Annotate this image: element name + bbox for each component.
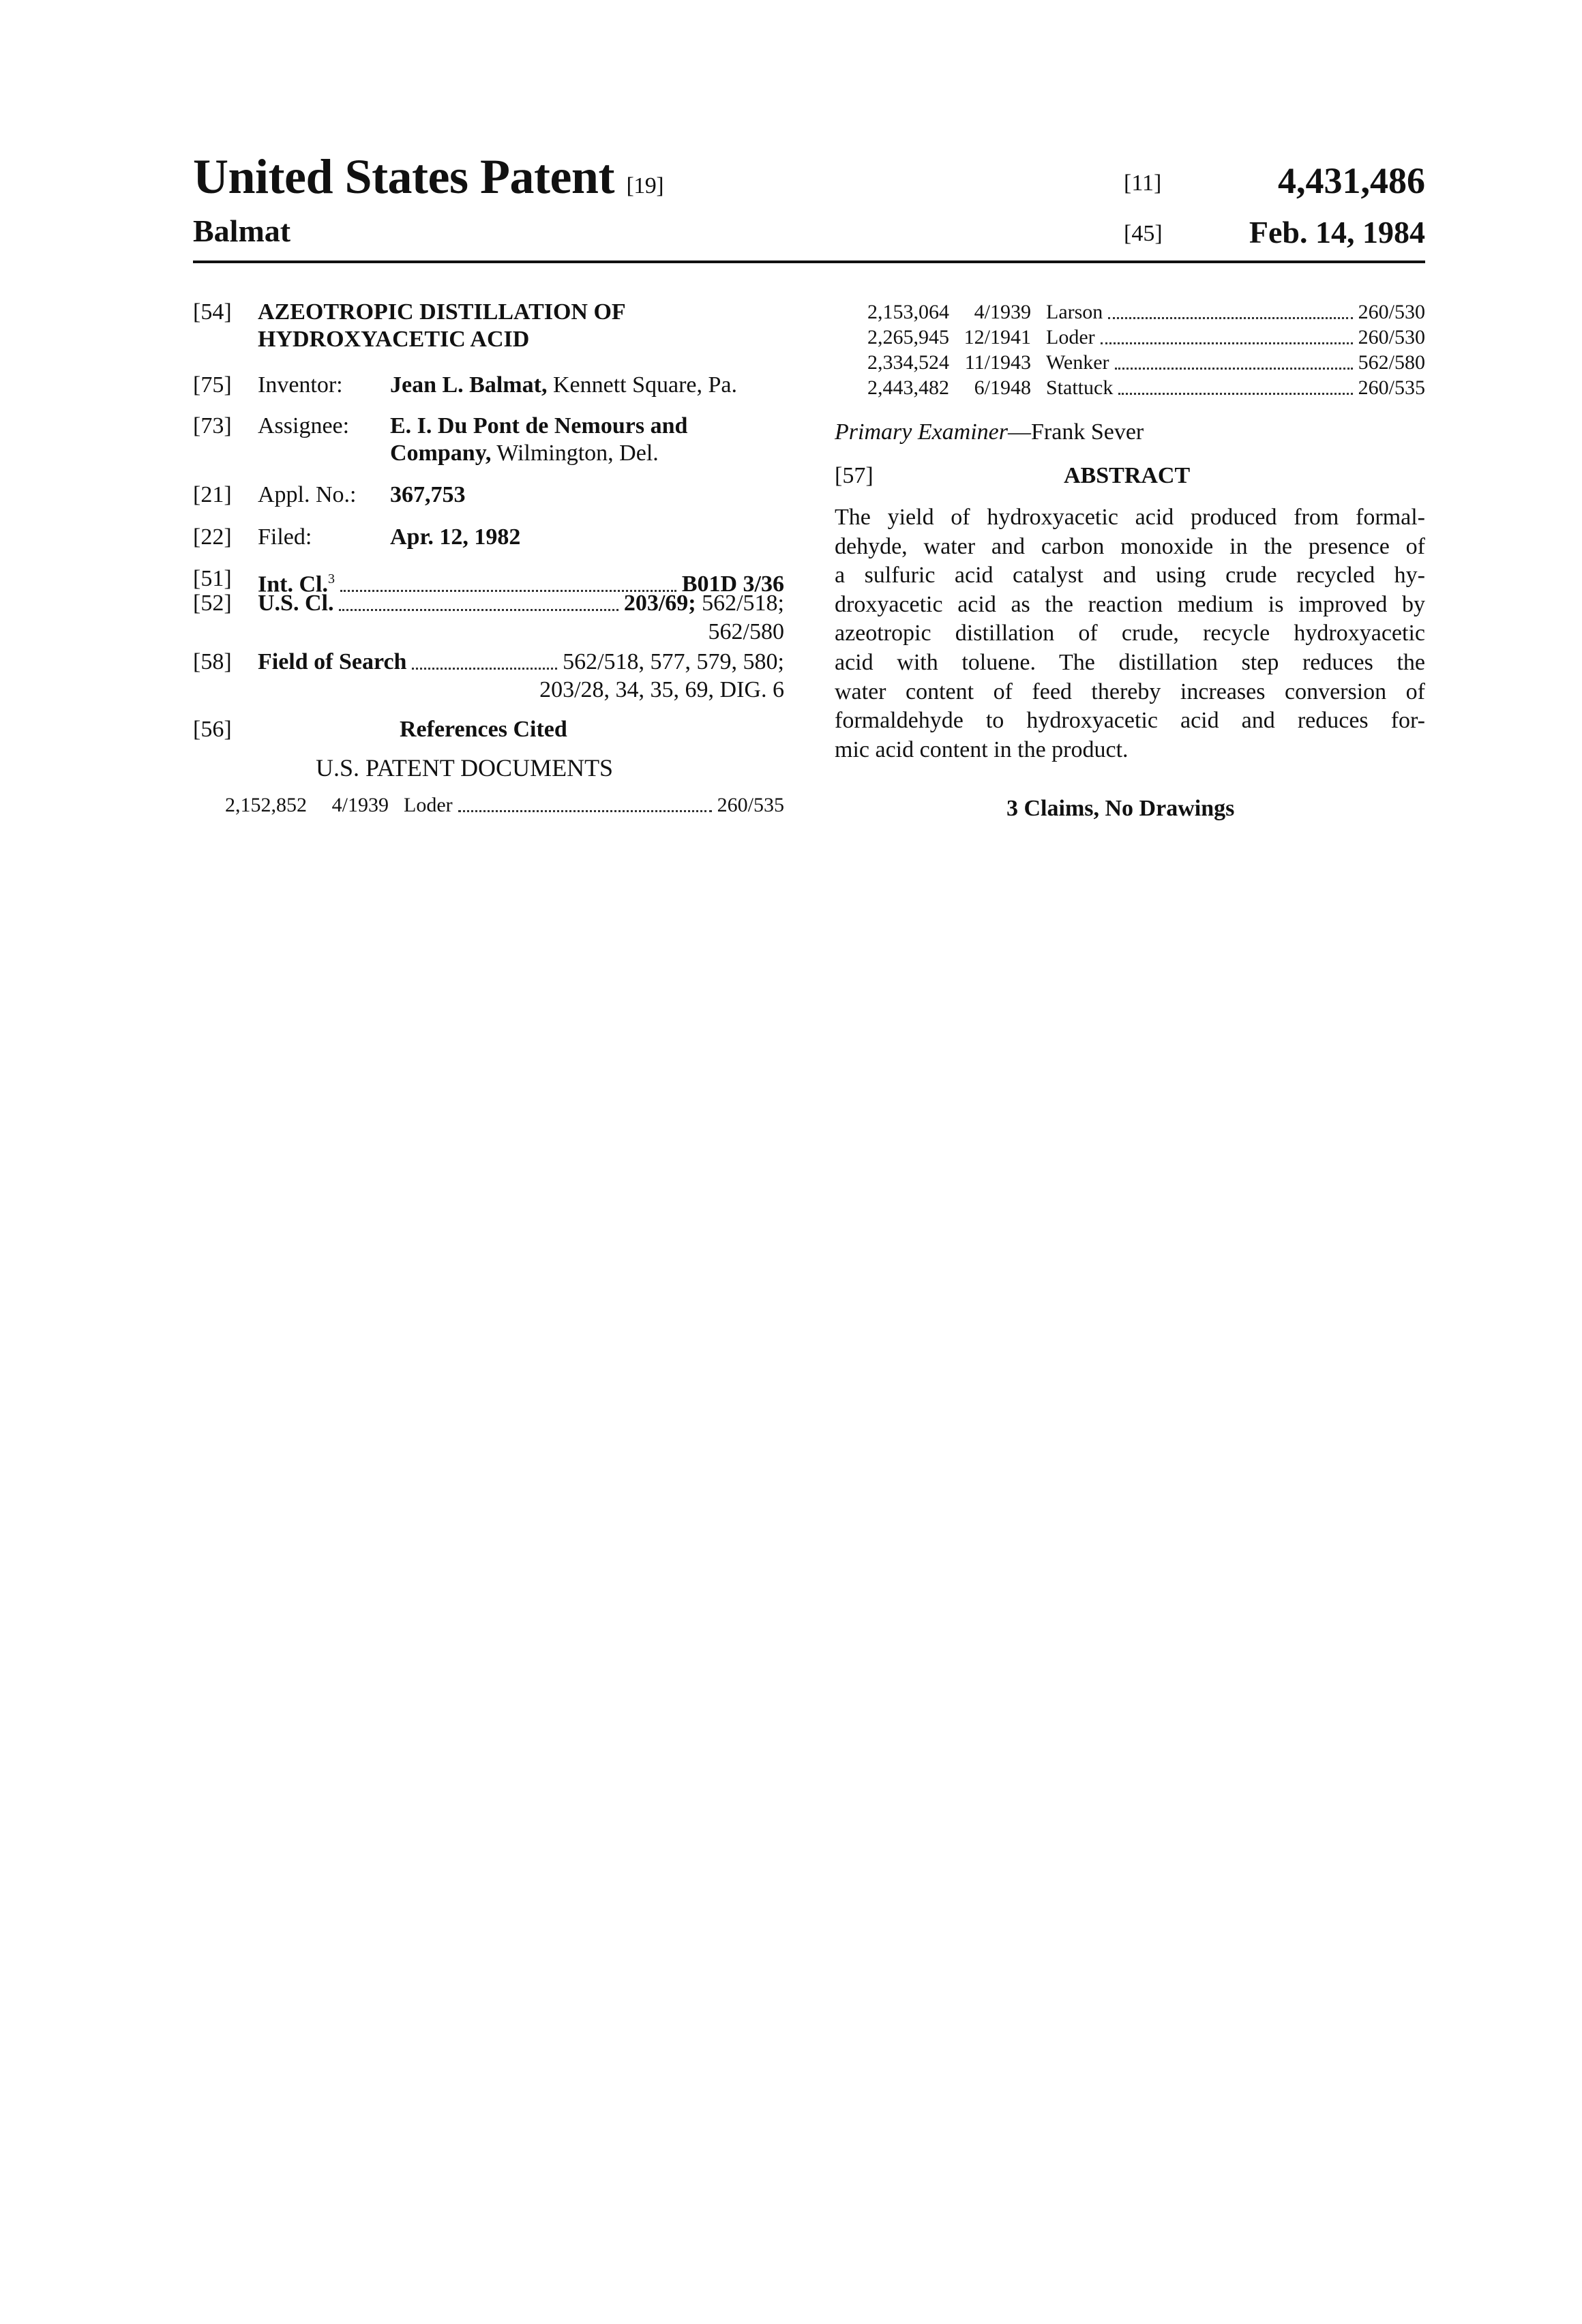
leader-dots xyxy=(1115,368,1353,370)
field-label: Filed: xyxy=(258,524,312,551)
field-value xyxy=(624,590,784,617)
ref-name: Stattuck xyxy=(1046,376,1113,400)
search-leader xyxy=(258,649,784,676)
ref-class: 562/580 xyxy=(1358,351,1425,375)
abstract-line: dehyde, water and carbon monoxide in the presence of xyxy=(835,533,1425,562)
field-code: [52] xyxy=(193,590,232,617)
field-value: 562/518, 577, 579, 580; xyxy=(563,649,784,676)
examiner-name: —Frank Sever xyxy=(1008,419,1144,445)
inventor-name: Jean L. Balmat, xyxy=(390,372,547,398)
examiner-label: Primary Examiner xyxy=(835,419,1008,445)
field-label: Assignee: xyxy=(258,413,349,440)
abstract-line: mic acid content in the product. xyxy=(835,736,1425,765)
field-code: [57] xyxy=(835,462,874,490)
field-label: Inventor: xyxy=(258,372,343,399)
references-title: References Cited xyxy=(400,716,567,743)
ref-date: 4/1939 xyxy=(307,793,389,818)
abstract-line: formaldehyde to hydroxyacetic acid and reduces for- xyxy=(835,706,1425,736)
field-value: B01D 3/36 xyxy=(682,571,784,598)
abstract-line: The yield of hydroxyacetic acid produced from formal- xyxy=(835,503,1425,533)
abstract-line: azeotropic distillation of crude, recycle hydroxyacetic xyxy=(835,619,1425,649)
reference-row xyxy=(847,325,1425,350)
field-code: [75] xyxy=(193,372,232,399)
invention-title-line1: AZEOTROPIC DISTILLATION OF xyxy=(258,299,626,326)
int-cl-edition: 3 xyxy=(328,571,335,586)
patent-header-title xyxy=(193,149,663,205)
references-subtitle: U.S. PATENT DOCUMENTS xyxy=(316,754,613,781)
reference-row xyxy=(847,376,1425,400)
abstract-line: droxyacetic acid as the reaction medium is improved by xyxy=(835,591,1425,620)
leader-dots xyxy=(412,668,557,670)
ref-class: 260/535 xyxy=(717,793,784,818)
field-label: Field of Search xyxy=(258,649,406,676)
leader-dots xyxy=(339,609,618,611)
ref-class: 260/530 xyxy=(1358,300,1425,325)
ref-class: 260/530 xyxy=(1358,325,1425,350)
us-cl-secondary: 562/518; xyxy=(702,591,784,616)
assignee-line1: E. I. Du Pont de Nemours and xyxy=(390,413,687,440)
ref-date: 4/1939 xyxy=(949,300,1031,325)
field-value: Apr. 12, 1982 xyxy=(390,524,520,551)
leader-dots xyxy=(1101,342,1353,344)
patent-number-code: [11] xyxy=(1124,170,1161,196)
field-code: [22] xyxy=(193,524,232,551)
title-code: [19] xyxy=(626,173,663,198)
abstract-line: acid with toluene. The distillation step reduces the xyxy=(835,649,1425,678)
title-text: United States Patent xyxy=(193,149,614,204)
ref-number: 2,334,524 xyxy=(847,351,949,375)
patent-date: Feb. 14, 1984 xyxy=(1249,214,1425,250)
header-divider xyxy=(193,260,1425,263)
ref-date: 11/1943 xyxy=(949,351,1031,375)
claims-summary: 3 Claims, No Drawings xyxy=(1006,795,1234,822)
field-code: [73] xyxy=(193,413,232,440)
ref-name: Loder xyxy=(1046,325,1095,350)
ref-class: 260/535 xyxy=(1358,376,1425,400)
reference-row xyxy=(205,793,784,818)
date-code: [45] xyxy=(1124,221,1163,247)
ref-number: 2,265,945 xyxy=(847,325,949,350)
us-cl-secondary-2: 562/580 xyxy=(708,619,784,646)
int-cl-label: Int. Cl. xyxy=(258,571,328,597)
field-value-2: 203/28, 34, 35, 69, DIG. 6 xyxy=(539,676,784,704)
field-code: [54] xyxy=(193,299,232,326)
patent-number: 4,431,486 xyxy=(1278,160,1425,202)
field-label: Appl. No.: xyxy=(258,481,357,509)
field-code: [58] xyxy=(193,649,232,676)
ref-number: 2,152,852 xyxy=(205,793,307,818)
us-cl-leader xyxy=(258,590,784,617)
inventor-surname: Balmat xyxy=(193,213,290,249)
field-label: U.S. Cl. xyxy=(258,590,333,617)
field-code: [56] xyxy=(193,716,232,743)
field-code: [51] xyxy=(193,565,232,593)
us-cl-primary: 203/69; xyxy=(624,591,696,616)
field-code: [21] xyxy=(193,481,232,509)
abstract-title: ABSTRACT xyxy=(1064,462,1190,490)
leader-dots xyxy=(458,810,712,812)
ref-name: Larson xyxy=(1046,300,1103,325)
primary-examiner xyxy=(835,419,1144,446)
leader-dots xyxy=(1118,393,1352,395)
inventor-place: Kennett Square, Pa. xyxy=(553,372,737,398)
ref-name: Loder xyxy=(404,793,453,818)
abstract-line: a sulfuric acid catalyst and using crude recycled hy- xyxy=(835,561,1425,591)
leader-dots xyxy=(1108,317,1352,319)
ref-name: Wenker xyxy=(1046,351,1109,375)
ref-date: 12/1941 xyxy=(949,325,1031,350)
ref-number: 2,153,064 xyxy=(847,300,949,325)
assignee-place: Wilmington, Del. xyxy=(496,441,659,466)
invention-title-line2: HYDROXYACETIC ACID xyxy=(258,326,529,353)
field-value: 367,753 xyxy=(390,481,466,509)
ref-number: 2,443,482 xyxy=(847,376,949,400)
assignee-company: Company, xyxy=(390,441,491,466)
reference-row xyxy=(847,351,1425,375)
ref-date: 6/1948 xyxy=(949,376,1031,400)
field-value xyxy=(390,372,737,399)
assignee-line2 xyxy=(390,440,659,467)
abstract-line: water content of feed thereby increases conversion of xyxy=(835,678,1425,707)
reference-row xyxy=(847,300,1425,325)
